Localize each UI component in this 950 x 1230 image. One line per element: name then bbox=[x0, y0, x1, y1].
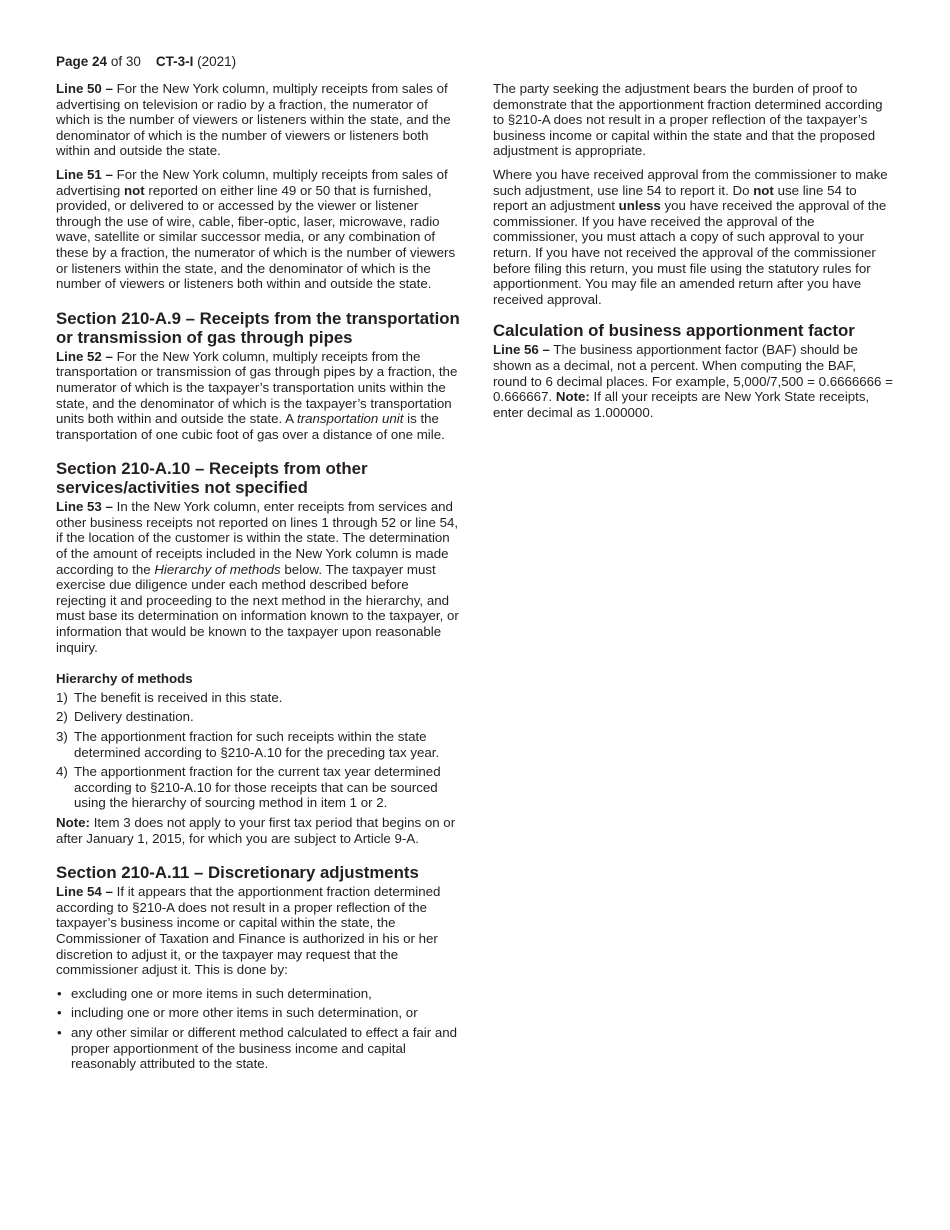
list-number: 3) bbox=[56, 729, 68, 744]
right-column bbox=[493, 81, 893, 428]
bullet-icon: • bbox=[57, 1024, 62, 1040]
list-text: The apportionment fraction for such receipts within the state determined according to §210-A.10 for the preceding tax year. bbox=[74, 729, 440, 760]
form-number: CT-3-I bbox=[155, 54, 194, 69]
line-52-text-a: For the New York column, multiply receipts from the transportation or transmission of gas through pipes by a fraction, the numerator of which is the taxpayer’s transportation units within the state, and the denominator of which is the taxpayer’s transportation units both within and outside the state. A bbox=[56, 348, 458, 427]
list-number: 1) bbox=[56, 689, 68, 705]
line-53-text-b: below. The taxpayer must exercise due diligence under each method described before rejecting it and proceeding to the next method in the hierarchy, and must base its determination on information known to the taxpayer, or information that would be known to the taxpayer upon reasonable inquiry. bbox=[56, 561, 459, 655]
hierarchy-heading: Hierarchy of methods bbox=[56, 671, 193, 687]
hierarchy-list bbox=[56, 690, 460, 811]
approval-paragraph bbox=[493, 167, 893, 307]
line-54-paragraph bbox=[56, 884, 460, 978]
bullet-icon: • bbox=[57, 985, 62, 1001]
approval-emphasis-2: unless bbox=[618, 198, 661, 214]
line-51-text-a: For the New York column, multiply receipts from sales of advertising bbox=[56, 166, 448, 198]
approval-text-b: use line 54 to report an adjustment bbox=[493, 182, 857, 214]
line-56-label: Line 56 – bbox=[493, 342, 550, 358]
section-210-a10-heading: Section 210-A.10 – Receipts from other services/activities not specified bbox=[56, 459, 368, 498]
list-text: The apportionment fraction for the current tax year determined according to §210-A.10 for those receipts that can be sourced using the hierarchy of sourcing method in item 1 or 2. bbox=[74, 764, 441, 811]
line-51-label: Line 51 – bbox=[56, 166, 113, 182]
list-item bbox=[56, 986, 460, 1002]
line-53-label: Line 53 – bbox=[56, 499, 113, 515]
note-text: Item 3 does not apply to your first tax period that begins on or after January 1, 2015, for which you are subject to Article 9-A. bbox=[56, 814, 456, 846]
list-item bbox=[56, 690, 460, 706]
line-52-text-b: is the transportation of one cubic foot of gas over a distance of one mile. bbox=[56, 411, 445, 442]
list-text: any other similar or different method calculated to effect a fair and proper apportionment of the business income and capital reasonably attributed to the state. bbox=[71, 1024, 458, 1072]
line-50-label: Line 50 – bbox=[56, 81, 113, 96]
section-210-a11-heading: Section 210-A.11 – Discretionary adjustments bbox=[56, 863, 419, 883]
adjustment-methods-list bbox=[56, 986, 460, 1072]
form-year: (2021) bbox=[197, 54, 237, 69]
list-item bbox=[56, 1025, 460, 1072]
approval-text-a: Where you have received approval from the commissioner to make such adjustment, use line 54 to report it. Do bbox=[493, 166, 888, 198]
approval-text-c: you have received the approval of the commissioner. If you have received the approval of the commissioner, you must attach a copy of such approval to your return. If you have not received the approval of the commissioner before filing this return, you must file using the statutory rules for apportionment. You may file an amended return after you have received approval. bbox=[493, 198, 887, 307]
list-item bbox=[56, 709, 460, 725]
line-51-text-b: reported on either line 49 or 50 that is furnished, provided, or delivered to or accessed by the viewer or listener through the use of wire, cable, fiber-optic, laser, microwave, radio wave, satellite or similar successor media, or any combination of these by a fraction, the numerator of which is the number of viewers or listeners within the state, and the denominator of which is the number of viewers or listeners both within and outside the state. bbox=[56, 182, 456, 292]
line-50-text: For the New York column, multiply receipts from sales of advertising on television or radio by a fraction, the numerator of which is the number of viewers or listeners within the state, and the denominator of which is the number of viewers or listeners both within and outside the state. bbox=[56, 81, 451, 159]
hierarchy-note bbox=[56, 815, 460, 846]
bullet-icon: • bbox=[57, 1005, 62, 1021]
line-56-note-label: Note: bbox=[555, 389, 590, 405]
calculation-heading: Calculation of business apportionment factor bbox=[493, 321, 855, 341]
line-51-emphasis: not bbox=[124, 182, 145, 198]
page-number: Page 24 bbox=[56, 54, 108, 69]
line-53-paragraph bbox=[56, 499, 460, 655]
list-text: including one or more other items in such determination, or bbox=[71, 1005, 418, 1021]
section-210-a9-heading: Section 210-A.9 – Receipts from the transportation or transmission of gas through pipes bbox=[56, 308, 460, 347]
line-52-paragraph bbox=[56, 349, 460, 443]
line-52-label: Line 52 – bbox=[56, 348, 113, 364]
line-54-label: Line 54 – bbox=[56, 884, 113, 900]
left-column bbox=[56, 81, 460, 1076]
approval-emphasis-1: not bbox=[753, 182, 774, 198]
line-56-text-a: The business apportionment factor (BAF) should be shown as a decimal, not a percent. When computing the BAF, round to 6 decimal places. For example, 5,000/7,500 = 0.6666666 = 0.666667. bbox=[493, 342, 893, 405]
line-56-text-b: If all your receipts are New York State receipts, enter decimal as 1.000000. bbox=[493, 389, 870, 420]
line-50-paragraph bbox=[56, 81, 460, 159]
line-51-paragraph bbox=[56, 167, 460, 292]
line-56-paragraph bbox=[493, 342, 893, 420]
list-item bbox=[56, 764, 460, 811]
line-53-text-a: In the New York column, enter receipts from services and other business receipts not reported on lines 1 through 52 or line 54, if the location of the customer is within the state. The determination of the amount of receipts included in the New York column is made according to the bbox=[56, 499, 459, 577]
page-total: of 30 bbox=[110, 54, 141, 69]
line-53-term: Hierarchy of methods bbox=[154, 561, 281, 577]
burden-of-proof-paragraph: The party seeking the adjustment bears the burden of proof to demonstrate that the apportionment fraction determined according to §210-A does not result in a proper reflection of the taxpayer’s business income or capital within the state and that the proposed adjustment is appropriate. bbox=[493, 81, 883, 159]
line-52-term: transportation unit bbox=[297, 411, 404, 427]
page-header bbox=[56, 54, 236, 69]
list-text: Delivery destination. bbox=[74, 709, 194, 725]
list-text: The benefit is received in this state. bbox=[74, 689, 283, 705]
list-item bbox=[56, 729, 460, 760]
list-text: excluding one or more items in such determination, bbox=[71, 985, 372, 1001]
line-54-text: If it appears that the apportionment fraction determined according to §210-A does not result in a proper reflection of the taxpayer’s business income or capital within the state, the Commissioner of Taxation and Finance is authorized in his or her discretion to adjust it, or the taxpayer may request that the commissioner adjust it. This is done by: bbox=[56, 884, 441, 978]
note-label: Note: bbox=[56, 814, 90, 830]
list-number: 2) bbox=[56, 709, 68, 725]
list-item bbox=[56, 1005, 460, 1021]
list-number: 4) bbox=[56, 764, 68, 780]
